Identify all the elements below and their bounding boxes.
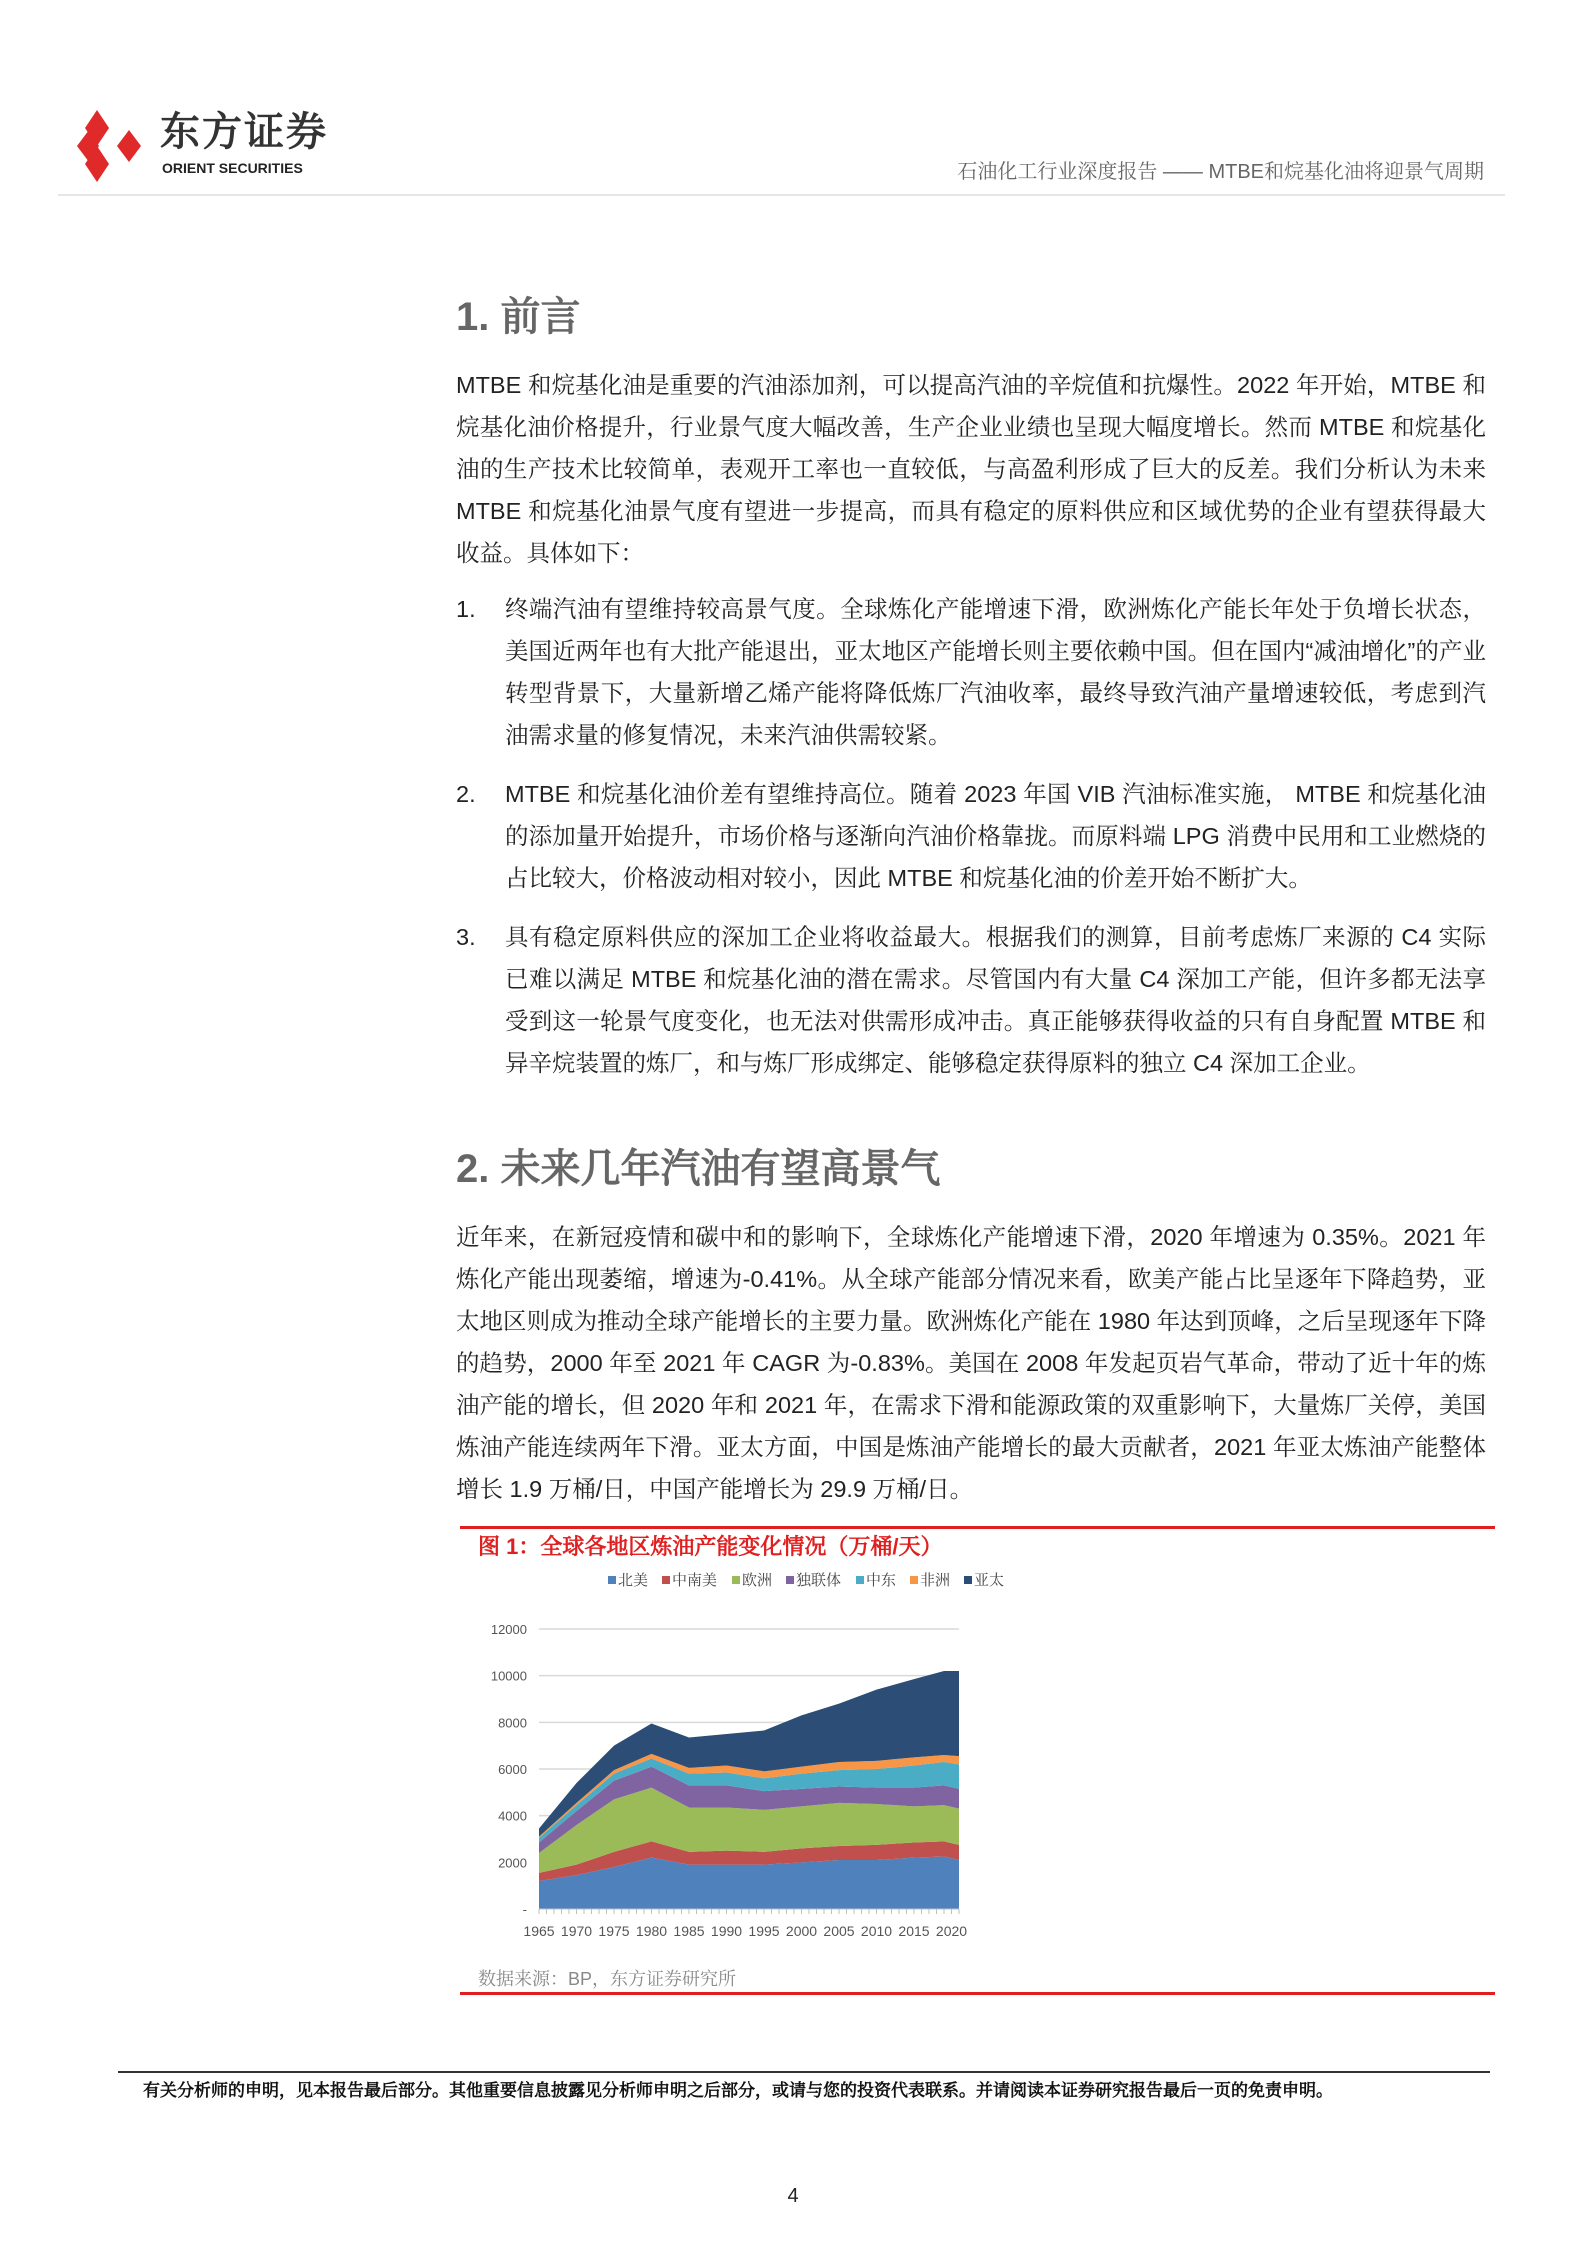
section-1-intro: MTBE 和烷基化油是重要的汽油添加剂，可以提高汽油的辛烷值和抗爆性。2022 年开始，MTBE 和烷基化油价格提升，行业景气度大幅改善，生产企业业绩也呈现大幅度增长。然而 MTBE 和烷基化油的生产技术比较简单，表观开工率也一直较低，与高盈利形成了巨大的反差。我们分析认为未来 MTBE 和烷基化油景气度有望进一步提高，而具有稳定的原料供应和区域优势的企业有望获得最大收益。具体如下： bbox=[456, 372, 1486, 566]
legend-label: 北美 bbox=[618, 1571, 649, 1589]
list-text: 终端汽油有望维持较高景气度。全球炼化产能增速下滑，欧洲炼化产能长年处于负增长状态，美国近两年也有大批产能退出，亚太地区产能增长则主要依赖中国。但在国内“减油增化”的产业转型背景下，大量新增乙烯产能将降低炼厂汽油收率，最终导致汽油产量增速较低，考虑到汽油需求量的修复情况，未来汽油供需较紧。 bbox=[505, 596, 1486, 748]
y-tick-label: 10000 bbox=[490, 1668, 527, 1684]
report-title: 石油化工行业深度报告 —— MTBE和烷基化油将迎景气周期 bbox=[957, 161, 1484, 183]
x-tick-label: 1995 bbox=[748, 1923, 780, 1939]
list-number: 2. bbox=[456, 781, 476, 807]
logo-text-en: ORIENT SECURITIES bbox=[162, 160, 303, 176]
chart-areas bbox=[539, 1671, 959, 1909]
legend-label: 亚太 bbox=[974, 1571, 1005, 1589]
x-tick-label: 1970 bbox=[560, 1923, 593, 1939]
y-tick-label: 6000 bbox=[498, 1762, 527, 1777]
logo-text-cn: 东方证券 bbox=[160, 110, 328, 154]
header-divider bbox=[58, 194, 1505, 196]
legend-swatch bbox=[910, 1576, 918, 1584]
legend-label: 非洲 bbox=[920, 1571, 951, 1589]
section-2-body: 近年来，在新冠疫情和碳中和的影响下，全球炼化产能增速下滑，2020 年增速为 0.35%。2021 年炼化产能出现萎缩，增速为-0.41%。从全球产能部分情况来看，欧美产能占比呈逐年下降趋势，亚太地区则成为推动全球产能增长的主要力量。欧洲炼化产能在 1980 年达到顶峰，之后呈现逐年下降的趋势，2000 年至 2021 年 CAGR 为-0.83%。美国在 2008 年发起页岩气革命，带动了近十年的炼油产能的增长，但 2020 年和 2021 年，在需求下滑和能源政策的双重影响下，大量炼厂关停，美国炼油产能连续两年下滑。亚太方面，中国是炼油产能增长的最大贡献者，2021 年亚太炼油产能整体增长 1.9 万桶/日，中国产能增长为 29.9 万桶/日。 bbox=[456, 1224, 1486, 1502]
legend-swatch bbox=[608, 1576, 616, 1584]
x-tick-label: 2005 bbox=[823, 1923, 855, 1939]
x-tick-label: 2010 bbox=[860, 1923, 893, 1939]
legend-label: 中南美 bbox=[672, 1571, 718, 1589]
y-tick-label: - bbox=[522, 1902, 527, 1917]
y-tick-label: 2000 bbox=[498, 1855, 527, 1871]
legend-label: 欧洲 bbox=[742, 1571, 773, 1589]
section-2-heading: 2. 未来几年汽油有望高景气 bbox=[456, 1147, 941, 1191]
orient-securities-logo-icon bbox=[75, 108, 155, 183]
list-text: 具有稳定原料供应的深加工企业将收益最大。根据我们的测算，目前考虑炼厂来源的 C4 实际已难以满足 MTBE 和烷基化油的潜在需求。尽管国内有大量 C4 深加工产能，但许多都无法享受到这一轮景气度变化，也无法对供需形成冲击。真正能够获得收益的只有自身配置 MTBE 和异辛烷装置的炼厂，和与炼厂形成绑定、能够稳定获得原料的独立 C4 深加工企业。 bbox=[505, 924, 1486, 1076]
main-content bbox=[456, 292, 1486, 1995]
page-number: 4 bbox=[787, 2185, 799, 2207]
legend-swatch bbox=[662, 1576, 670, 1584]
figure bbox=[460, 1526, 1495, 1995]
figure-top-rule bbox=[460, 1526, 1495, 1529]
legend-label: 中东 bbox=[866, 1571, 897, 1589]
y-tick-label: 8000 bbox=[498, 1715, 527, 1731]
list-number: 1. bbox=[456, 596, 476, 622]
footer-divider bbox=[118, 2071, 1490, 2073]
x-tick-label: 2015 bbox=[898, 1923, 930, 1939]
legend-swatch bbox=[732, 1576, 740, 1584]
list-item bbox=[456, 916, 1486, 1084]
legend-swatch bbox=[786, 1576, 794, 1584]
x-tick-label: 1980 bbox=[635, 1923, 668, 1939]
footer-disclaimer: 有关分析师的申明，见本报告最后部分。其他重要信息披露见分析师申明之后部分，或请与您的投资代表联系。并请阅读本证券研究报告最后一页的免责申明。 bbox=[143, 2081, 1333, 2100]
figure-source: 数据来源：BP，东方证券研究所 bbox=[478, 1969, 737, 1989]
x-tick-label: 1965 bbox=[523, 1923, 555, 1939]
chart-legend bbox=[608, 1571, 1004, 1589]
x-tick-label: 2020 bbox=[935, 1923, 968, 1939]
x-tick-label: 2000 bbox=[785, 1923, 818, 1939]
list-item bbox=[456, 588, 1486, 756]
list-item bbox=[456, 773, 1486, 899]
section-1-heading: 1. 前言 bbox=[456, 295, 581, 339]
legend-label: 独联体 bbox=[796, 1571, 842, 1589]
list-text: MTBE 和烷基化油价差有望维持高位。随着 2023 年国 VIB 汽油标准实施， MTBE 和烷基化油的添加量开始提升，市场价格与逐渐向汽油价格靠拢。而原料端 LPG 消费中民用和工业燃烧的占比较大，价格波动相对较小，因此 MTBE 和烷基化油的价差开始不断扩大。 bbox=[505, 781, 1486, 891]
legend-swatch bbox=[856, 1576, 864, 1584]
x-tick-label: 1975 bbox=[598, 1923, 630, 1939]
figure-title: 图 1：全球各地区炼油产能变化情况（万桶/天） bbox=[478, 1534, 943, 1559]
x-tick-label: 1990 bbox=[710, 1923, 743, 1939]
list-number: 3. bbox=[456, 924, 476, 950]
refining-capacity-chart bbox=[460, 1562, 1495, 1962]
legend-swatch bbox=[964, 1576, 972, 1584]
figure-bottom-rule bbox=[460, 1992, 1495, 1995]
x-tick-label: 1985 bbox=[673, 1923, 705, 1939]
y-tick-label: 12000 bbox=[490, 1622, 527, 1637]
y-tick-label: 4000 bbox=[498, 1808, 527, 1824]
